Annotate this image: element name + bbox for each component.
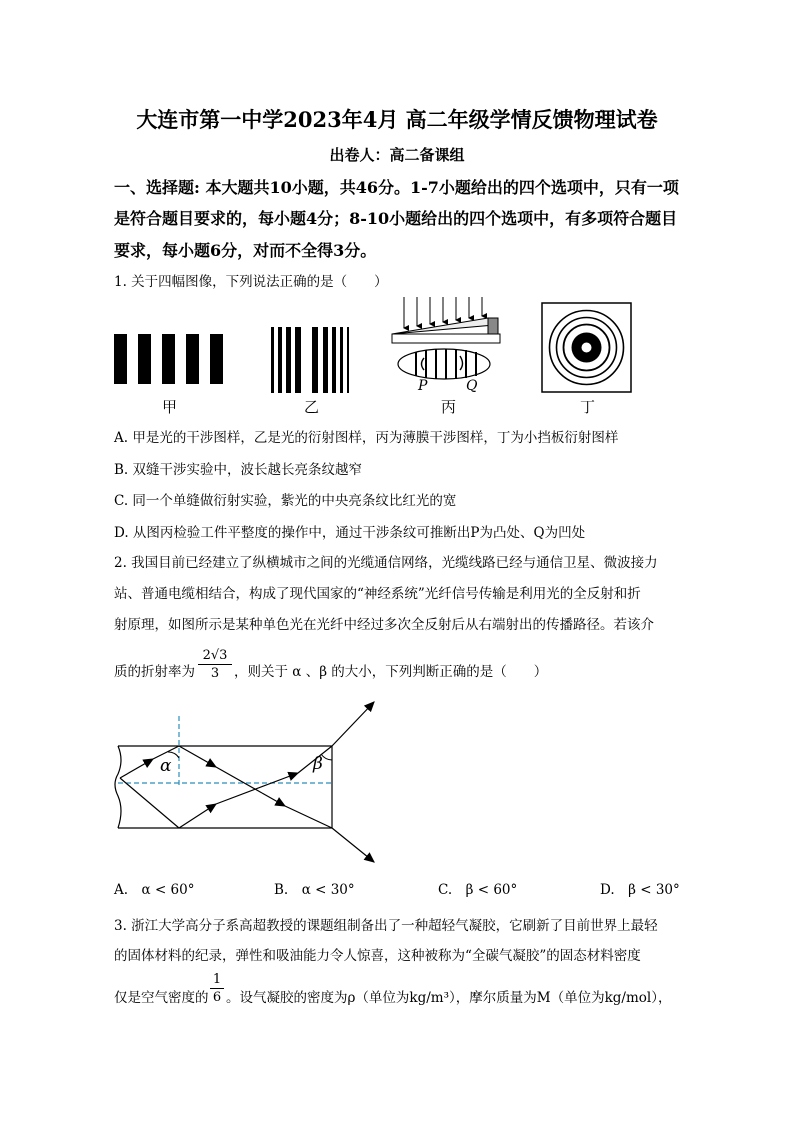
- refractive-index-fraction: [198, 648, 232, 681]
- section-instructions-line1: 一、选择题: 本大题共10小题，共46分。1-7小题给出的四个选项中，只有一项: [114, 178, 679, 197]
- question-3-line3-suffix: 。设气凝胶的密度为ρ（单位为kg/m³），摩尔质量为M（单位为kg/mol），: [226, 990, 672, 1006]
- figure-label-bing: 丙: [441, 398, 457, 416]
- question-1-option-c: C. 同一个单缝做衍射实验，紫光的中央亮条纹比红光的宽: [114, 493, 457, 509]
- question-2-line4-prefix: 质的折射率为: [114, 664, 195, 680]
- question-2-line3: 射原理，如图所示是某种单色光在光纤中经过多次全反射后从右端射出的传播路径。若该介: [114, 617, 654, 633]
- question-2-option-a: A. α < 60°: [114, 882, 195, 898]
- point-q-label: Q: [466, 378, 478, 394]
- question-2-line4-suffix: ，则关于 α 、β 的大小，下列判断正确的是（ ）: [234, 664, 548, 680]
- figure-label-yi: 乙: [304, 398, 320, 416]
- question-2-option-c: C. β < 60°: [438, 882, 518, 898]
- question-1-option-d: D. 从图丙检验工件平整度的操作中，通过干涉条纹可推断出P为凸处、Q为凹处: [114, 525, 586, 541]
- figure-yi-diffraction-fringes: [268, 323, 354, 395]
- section-instructions-line3: 要求，每小题6分，对而不全得3分。: [114, 241, 377, 260]
- fraction-numerator: 2√3: [202, 648, 228, 663]
- figure-label-jia: 甲: [162, 398, 178, 416]
- fraction-bar: [210, 988, 224, 989]
- question-2-option-d: D. β < 30°: [600, 882, 680, 898]
- figure-bing-thin-film: [388, 292, 506, 400]
- exam-author: 出卷人：高二备课组: [329, 146, 465, 164]
- fraction-denominator: 6: [212, 990, 222, 1005]
- question-1-option-a: A. 甲是光的干涉图样，乙是光的衍射图样，丙为薄膜干涉图样，丁为小挡板衍射图样: [114, 430, 619, 446]
- section-instructions-line2: 是符合题目要求的，每小题4分；8-10小题给出的四个选项中，有多项符合题目: [114, 209, 678, 228]
- question-3-line1: 3. 浙江大学高分子系高超教授的课题组制备出了一种超轻气凝胶，它刷新了目前世界上最轻: [114, 918, 658, 934]
- beta-angle-label: β: [313, 754, 323, 774]
- question-1-stem: 1. 关于四幅图像，下列说法正确的是（ ）: [114, 274, 388, 290]
- fraction-denominator: 3: [210, 666, 220, 681]
- question-3-line2: 的固体材料的纪录，弹性和吸油能力令人惊喜，这种被称为“全碳气凝胶”的固态材料密度: [114, 948, 641, 964]
- question-3-line3-prefix: 仅是空气密度的: [114, 990, 209, 1006]
- question-2-line1: 2. 我国目前已经建立了纵横城市之间的光缆通信网络，光缆线路已经与通信卫星、微波接力: [114, 555, 658, 571]
- question-2-line2: 站、普通电缆相结合，构成了现代国家的“神经系统”光纤信号传输是利用光的全反射和折: [114, 586, 641, 602]
- figure-jia-interference-fringes: [112, 330, 227, 385]
- fraction-bar: [198, 664, 232, 665]
- alpha-angle-label: α: [160, 756, 172, 776]
- fraction-numerator: 1: [212, 972, 222, 987]
- question-1-option-b: B. 双缝干涉实验中，波长越长亮条纹越窄: [114, 462, 363, 478]
- page-title: 大连市第一中学2023年4月 高二年级学情反馈物理试卷: [136, 107, 658, 132]
- density-fraction: [210, 972, 224, 1005]
- figure-ding-disk-diffraction: [540, 302, 634, 394]
- figure-label-ding: 丁: [580, 398, 596, 416]
- question-2-option-b: B. α < 30°: [274, 882, 355, 898]
- point-p-label: P: [418, 378, 428, 394]
- optical-fiber-diagram: [108, 696, 388, 866]
